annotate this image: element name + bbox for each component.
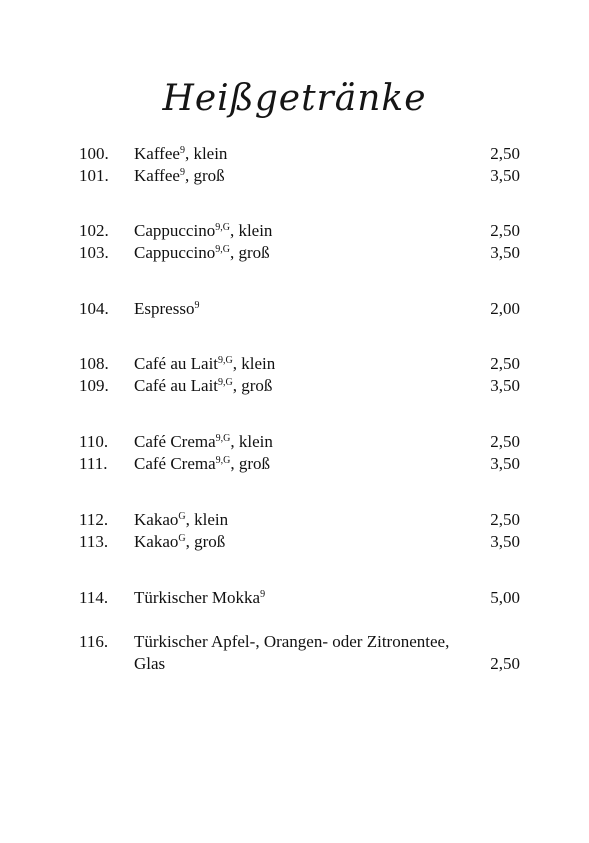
item-name: Café au Lait$^{9,G}$, groß	[134, 376, 273, 395]
allergen-note: 9	[194, 300, 200, 311]
menu-item-101	[0, 165, 589, 187]
menu-item-116-line2	[0, 653, 589, 675]
item-number: 109.	[79, 376, 109, 395]
item-price: 2,50	[490, 144, 520, 163]
item-number: 110.	[79, 432, 109, 451]
item-name: Espresso$^9$	[134, 299, 200, 318]
item-price: 2,50	[490, 221, 520, 240]
menu-item-111	[0, 453, 589, 475]
item-number: 102.	[79, 221, 109, 240]
item-name: Kakao$^G$, klein	[134, 510, 229, 529]
item-name: Cappuccino$^{9,G}$, klein	[134, 221, 273, 240]
item-price: 2,50	[490, 354, 520, 373]
item-price: 3,50	[490, 454, 520, 473]
allergen-note: G	[178, 533, 186, 544]
item-price: 3,50	[490, 532, 520, 551]
item-name-continuation: Glas	[134, 654, 166, 673]
menu-item-104	[0, 298, 589, 320]
item-number: 111.	[79, 454, 108, 473]
item-number: 108.	[79, 354, 109, 373]
item-number: 113.	[79, 532, 109, 551]
item-price: 2,50	[490, 510, 520, 529]
menu-item-116	[0, 631, 589, 653]
menu-item-113	[0, 531, 589, 553]
allergen-note: 9,G	[215, 433, 231, 444]
allergen-note: 9,G	[218, 377, 233, 388]
item-name: Kaffee$^9$, klein	[134, 144, 228, 163]
item-price: 2,00	[490, 299, 520, 318]
item-number: 103.	[79, 243, 109, 262]
allergen-note: G	[178, 511, 186, 522]
item-number: 100.	[79, 144, 109, 163]
item-name: Kaffee$^9$, groß	[134, 166, 225, 185]
allergen-note: 9,G	[215, 455, 231, 466]
item-name: Türkischer Mokka$^9$	[134, 588, 266, 607]
allergen-note: 9	[260, 589, 266, 600]
item-name: Café au Lait$^{9,G}$, klein	[134, 354, 276, 373]
menu-item-110	[0, 431, 589, 453]
item-name: Cappuccino$^{9,G}$, groß	[134, 243, 270, 262]
item-price: 5,00	[490, 588, 520, 607]
item-number: 104.	[79, 299, 109, 318]
item-name: Café Crema$^{9,G}$, groß	[134, 454, 271, 473]
item-number: 114.	[79, 588, 109, 607]
item-number: 101.	[79, 166, 109, 185]
item-name: Kakao$^G$, groß	[134, 532, 226, 551]
allergen-note: 9,G	[215, 222, 230, 233]
item-price: 3,50	[490, 376, 520, 395]
item-price: 2,50	[490, 654, 520, 673]
menu-item-109	[0, 375, 589, 397]
menu-item-108	[0, 353, 589, 375]
item-number: 116.	[79, 632, 109, 651]
allergen-note: 9	[179, 145, 185, 156]
menu-item-114	[0, 587, 589, 609]
item-price: 3,50	[490, 166, 520, 185]
allergen-note: 9	[179, 167, 185, 178]
menu-item-103	[0, 242, 589, 264]
allergen-note: 9,G	[218, 355, 233, 366]
item-name: Café Crema$^{9,G}$, klein	[134, 432, 273, 451]
item-number: 112.	[79, 510, 109, 529]
allergen-note: 9,G	[215, 244, 230, 255]
item-price: 2,50	[490, 432, 520, 451]
menu-item-112	[0, 509, 589, 531]
menu-item-102	[0, 220, 589, 242]
item-name: Türkischer Apfel-, Orangen- oder Zitronentee,	[134, 632, 450, 651]
item-price: 3,50	[490, 243, 520, 262]
page-title: Heißgetränke	[162, 78, 427, 119]
menu-item-100	[0, 143, 589, 165]
